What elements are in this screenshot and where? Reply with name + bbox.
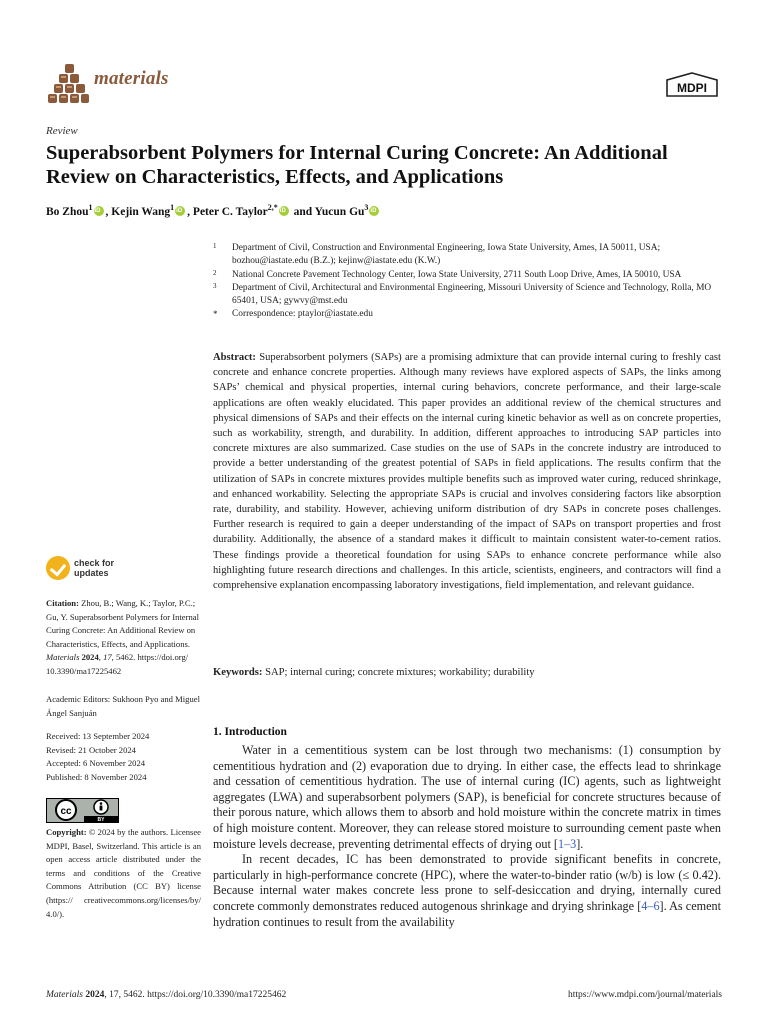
- citation-text: Zhou, B.; Wang, K.; Taylor, P.C.; Gu, Y. Superabsorbent Polymers for Internal Curing Concrete: An Additional Review on Characteristics, Effects, and Applications.: [46, 598, 199, 649]
- affiliations: [213, 242, 733, 322]
- check-line-2: updates: [74, 568, 109, 578]
- date-revised: Revised: 21 October 2024: [46, 744, 136, 755]
- check-for-updates-badge[interactable]: [46, 556, 166, 584]
- reference-link[interactable]: 4–6: [641, 898, 660, 913]
- footer-citation: [46, 990, 286, 1000]
- affiliation-text: National Concrete Pavement Technology Center, Iowa State University, 2711 South Loop Drive, Ames, IA 50010, USA: [232, 269, 682, 280]
- check-for-updates-text: [74, 558, 114, 578]
- orcid-icon[interactable]: [369, 206, 379, 216]
- author-affil-mark: 2,*: [267, 203, 278, 212]
- orcid-icon[interactable]: [175, 206, 185, 216]
- author-name: Kejin Wang: [111, 205, 171, 218]
- affiliation-item: [213, 282, 733, 309]
- citation-journal: Materials: [46, 652, 80, 663]
- copyright-block: [46, 826, 201, 921]
- citation-year: 2024: [81, 652, 99, 663]
- affiliation-mark: 3: [213, 281, 217, 290]
- affiliation-item: [213, 269, 733, 282]
- author-name: Peter C. Taylor: [192, 205, 268, 218]
- mdpi-logo: [666, 72, 718, 98]
- intro-text: Water in a cementitious system can be lost through two mechanisms: (1) consumption by cementitious hydration and (2) evaporation due to drying. In either case, the effects lead to shrinkage and cessation of cementitious hydration. The use of internal curing (IC) agents, such as lightweight aggregates (LWA) and superabsorbent polymers (SAP), is beneficial for concrete structures because of their porous nature, which allows them to absorb and hold moisture within the concrete matrix in times of high moisture content. Moreover, they can release stored moisture to surrounding cement paste when moisture levels decrease, preventing detrimental effects of drying out [: [213, 743, 721, 851]
- abstract-label: Abstract:: [213, 352, 256, 363]
- affiliation-text: Department of Civil, Construction and Environmental Engineering, Iowa State University, Ames, IA 50011, USA; bozhou@iastate.edu (B.Z.); kejinw@iastate.edu (K.W.): [232, 243, 661, 267]
- date-published: Published: 8 November 2024: [46, 771, 147, 782]
- author-sep: ,: [105, 205, 112, 218]
- svg-text:cc: cc: [60, 806, 72, 817]
- academic-editors: Academic Editors: Sukhoon Pyo and Miguel Ángel Sanjuán: [46, 694, 200, 718]
- copyright-text: © 2024 by the authors. Licensee MDPI, Basel, Switzerland. This article is an open access article distributed under the terms and conditions of the Creative Commons Attribution (CC BY) license (https:// creativecommons.org/licenses/by/ 4.0/).: [46, 827, 201, 919]
- author-sep: and: [290, 205, 315, 218]
- cc-by-text: BY: [97, 817, 105, 823]
- intro-text: ].: [576, 836, 584, 851]
- citation-block: Citation: Zhou, B.; Wang, K.; Taylor, P.C.; Gu, Y. Superabsorbent Polymers for Internal Curing Concrete: An Additional Review on Characteristics, Effects, and Applications. Materials 2024, 17, 5462. https://doi.org/ 10.3390/ma17225462: [46, 598, 199, 676]
- cc-by-license-icon[interactable]: [46, 798, 119, 823]
- author-list: [46, 203, 381, 218]
- article-title: Superabsorbent Polymers for Internal Curing Concrete: An Additional Review on Characteristics, Effects, and Applications: [46, 142, 668, 188]
- orcid-icon[interactable]: [279, 206, 289, 216]
- article-type: Review: [46, 125, 78, 137]
- date-accepted: Accepted: 6 November 2024: [46, 758, 146, 769]
- affiliation-mark: 2: [213, 268, 217, 277]
- author-affil-mark: 1: [88, 203, 93, 212]
- citation-volume: 17: [103, 652, 112, 663]
- keywords-label: Keywords:: [213, 667, 263, 678]
- check-icon: [46, 556, 70, 580]
- citation-label: Citation:: [46, 598, 79, 608]
- intro-text: ]. As cement hydration continues to result from the availability: [213, 898, 721, 929]
- keywords: [213, 665, 721, 680]
- affiliation-mark: 1: [213, 242, 217, 250]
- author-affil-mark: 1: [170, 203, 175, 212]
- citation-doi[interactable]: , 5462. https://doi.org/ 10.3390/ma17225462: [46, 652, 189, 676]
- author-name: Bo Zhou: [46, 205, 89, 218]
- footer-year: 2024: [85, 990, 105, 1000]
- reference-link[interactable]: 1–3: [557, 836, 577, 851]
- section-heading: 1. Introduction: [213, 726, 287, 738]
- footer-journal-url[interactable]: https://www.mdpi.com/journal/materials: [568, 990, 722, 1000]
- copyright-label: Copyright:: [46, 827, 87, 837]
- correspondence-text: Correspondence: ptaylor@iastate.edu: [232, 309, 373, 320]
- affiliation-item: [213, 242, 733, 269]
- intro-text: In recent decades, IC has been demonstrated to provide significant benefits in concrete, particularly in high-performance concrete (HPC), where the water-to-binder ratio (w/b) is low (≤ 0.42). Because internal water makes concrete less prone to self-desiccation and drying, internally cured concrete commonly demonstrates reduced autogenous shrinkage and drying shrinkage [: [213, 852, 721, 913]
- footer-doi[interactable]: , 17, 5462. https://doi.org/10.3390/ma17225462: [104, 990, 287, 1000]
- correspondence-mark: *: [213, 309, 218, 320]
- author-affil-mark: 3: [364, 203, 369, 212]
- author-sep: ,: [187, 205, 193, 218]
- journal-logo-icon: [46, 60, 90, 106]
- introduction-body: [213, 743, 721, 930]
- intro-paragraph: [213, 743, 721, 852]
- affiliation-text: Department of Civil, Architectural and Environmental Engineering, Missouri University of Science and Technology, Rolla, MO 65401, USA; gywvy@mst.edu: [232, 282, 712, 307]
- correspondence-item: [213, 308, 733, 321]
- mdpi-logo-text: MDPI: [677, 81, 707, 95]
- keywords-text: SAP; internal curing; concrete mixtures; workability; durability: [265, 667, 535, 678]
- date-received: Received: 13 September 2024: [46, 731, 150, 741]
- abstract-text: Superabsorbent polymers (SAPs) are a promising admixture that can provide internal curing to freshly cast concrete and enhance concrete properties. Although many reviews have explored aspects of SAPs, the links among SAPs’ chemical and physical properties, internal curing behaviors, concrete performance, and their large-scale applications are often weakly elucidated. This paper provides an additional review of the chemical structures and physical dimensions of SAPs and their effects on the internal curing kinetic behavior as well as on concrete properties, such as workability, strength, and durability. In addition, different approaches to introducing SAP particles into concrete mixtures are also summarized. Case studies on the use of SAPs in the concrete industry are introduced to provide a better understanding of the greatest potential of SAPs in field applications. The results confirm that the utilization of SAPs in concrete mixtures provides multiple benefits such as improved water curing, reduced shrinkage, and enhanced workability. Selecting the appropriate SAPs is crucial and involves considering factors like absorption rate, durability, and stability. However, achieving uniform distribution of dry SAPs in concrete poses challenges. Further research is required to gain a deeper understanding of the impact of SAPs on transport properties and frost durability. Additionally, the absence of a standard makes it difficult to maintain consistent water-to-cement ratios. These findings provide a theoretical foundation for using SAPs to enhance concrete performance while also highlighting future research directions and challenges. In this article, scientists, engineers, and contractors will find a comprehensive explanation encompassing laboratory investigations, field implementation, and relevant guidance.: [213, 352, 721, 592]
- check-line-1: check for: [74, 558, 115, 568]
- orcid-icon[interactable]: [94, 206, 104, 216]
- footer-journal: Materials: [46, 990, 83, 1000]
- journal-name: materials: [94, 68, 169, 89]
- author-name: Yucun Gu: [314, 205, 365, 218]
- abstract: [213, 350, 721, 593]
- intro-paragraph: [213, 852, 721, 930]
- publication-dates: [46, 730, 201, 784]
